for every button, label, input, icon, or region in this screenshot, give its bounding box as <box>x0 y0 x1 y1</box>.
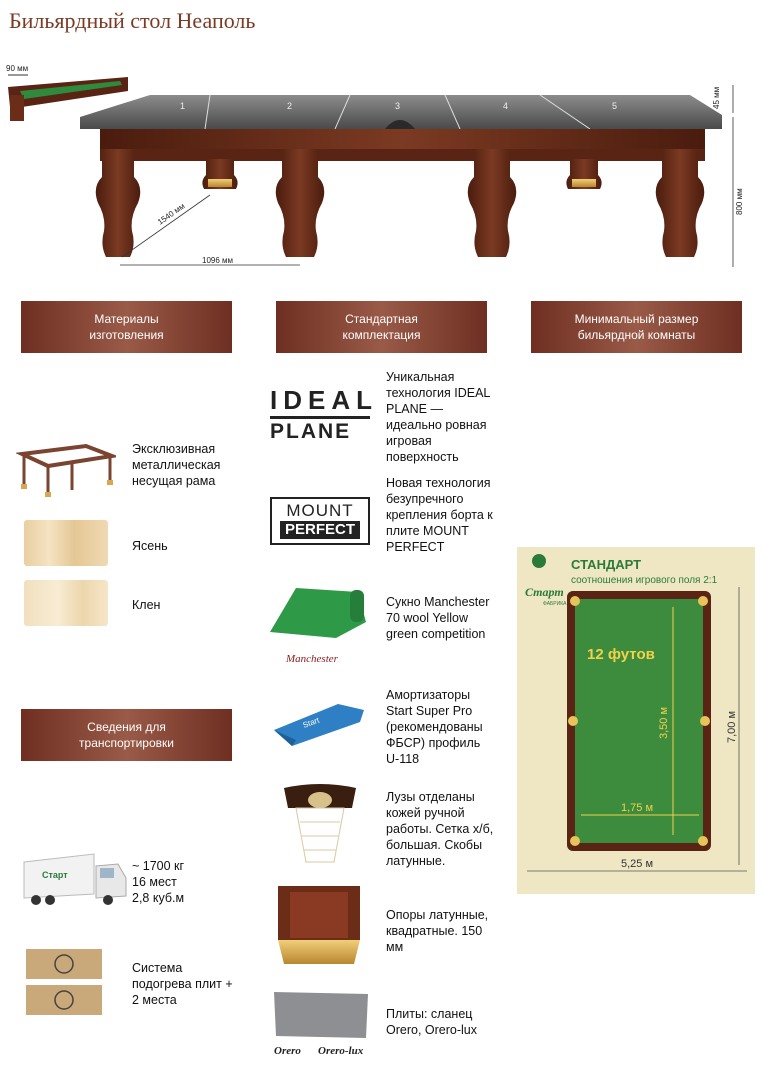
ash-wood-icon <box>24 520 108 566</box>
maple-wood-icon <box>24 580 108 626</box>
cushion-icon <box>268 700 368 750</box>
orero-logo: Orero <box>274 1045 301 1057</box>
material-maple-label: Клен <box>132 598 161 612</box>
pocket-label: Лузы отделаны кожей ручной работы. Сетка х/б, большая. Скобы латунные. <box>386 790 494 868</box>
mount-perfect-logo-line2: PERFECT <box>280 521 360 539</box>
slate-plate-icon <box>270 988 374 1060</box>
height-dimension-label: 800 мм <box>735 188 744 215</box>
ideal-plane-logo <box>270 385 378 443</box>
mount-perfect-logo <box>270 497 370 545</box>
standard-subheading: соотношения игрового поля 2:1 <box>571 575 718 586</box>
pocket-icon <box>282 782 358 870</box>
plate-label: 1 <box>180 101 186 111</box>
header-materials-label: Материалы изготовления <box>89 312 164 342</box>
field-width-label: 1,75 м <box>621 802 654 814</box>
room-length-label: 7,00 м <box>726 710 738 743</box>
plate-label: 5 <box>612 101 618 111</box>
top-height-dimension-label: 45 мм <box>712 86 721 109</box>
brand-logo: Старт <box>525 585 564 599</box>
transport-info-label: ~ 1700 кг 16 мест 2,8 куб.м <box>132 859 185 905</box>
material-ash-label: Ясень <box>132 539 168 553</box>
orero-lux-logo: Orero-lux <box>318 1045 364 1057</box>
field-length-label: 3,50 м <box>658 706 670 739</box>
standard-heading: СТАНДАРТ <box>571 557 642 572</box>
brass-foot-icon <box>276 884 362 966</box>
start-logo-text: Start <box>301 715 321 730</box>
header-transport <box>21 709 232 761</box>
metal-frame-icon <box>16 442 116 498</box>
table-size-label: 12 футов <box>587 646 655 663</box>
plate-label: 3 <box>395 101 401 111</box>
ideal-plane-logo-line1: IDEAL <box>270 385 378 415</box>
header-standard-label: Стандартная комплектация <box>342 312 421 342</box>
room-diagram <box>517 547 755 894</box>
plate-label: 2 <box>287 101 293 111</box>
brand-sub-label: ФАБРИКА <box>543 601 567 607</box>
truck-icon <box>20 852 130 910</box>
brass-foot-label: Опоры латунные, квадратные. 150 мм <box>386 908 489 954</box>
header-standard <box>276 301 487 353</box>
page-title: Бильярдный стол Неаполь <box>9 8 256 33</box>
mount-perfect-logo-line1: MOUNT <box>286 501 354 520</box>
width-dimension-label: 1096 мм <box>202 256 234 265</box>
header-room <box>531 301 742 353</box>
room-size-card <box>517 547 755 894</box>
heating-box-icon <box>24 947 104 1017</box>
mount-perfect-label: Новая технология безупречного крепления борта к плите MOUNT PERFECT <box>386 476 493 554</box>
room-width-label: 5,25 м <box>621 858 654 870</box>
cloth-icon <box>266 582 372 668</box>
cushion-label: Амортизаторы Start Super Pro (рекомендованы ФБСР) профиль U-118 <box>386 688 483 766</box>
rail-width-label: 90 мм <box>6 64 29 73</box>
cloth-label: Сукно Manchester 70 wool Yellow green competition <box>386 595 490 641</box>
ideal-plane-logo-line2: PLANE <box>270 420 352 443</box>
header-transport-label: Сведения для транспортировки <box>79 720 174 750</box>
slate-plate-label: Плиты: сланец Orero, Orero-lux <box>386 1007 477 1037</box>
header-room-label: Минимальный размер бильярдной комнаты <box>574 312 699 342</box>
manchester-logo-text: Manchester <box>286 653 338 665</box>
table-legs <box>96 149 705 257</box>
heating-system-label: Система подогрева плит + 2 места <box>132 961 233 1007</box>
material-frame-label: Эксклюзивная металлическая несущая рама <box>132 442 221 488</box>
diagonal-dimension-label: 1540 мм <box>155 201 187 227</box>
svg-text:Старт: Старт <box>42 870 68 880</box>
plate-label: 4 <box>503 101 509 111</box>
header-materials <box>21 301 232 353</box>
table-apron <box>100 129 705 149</box>
billiard-table-illustration <box>0 55 762 275</box>
ideal-plane-label: Уникальная технология IDEAL PLANE — идеально ровная игровая поверхность <box>386 370 490 464</box>
